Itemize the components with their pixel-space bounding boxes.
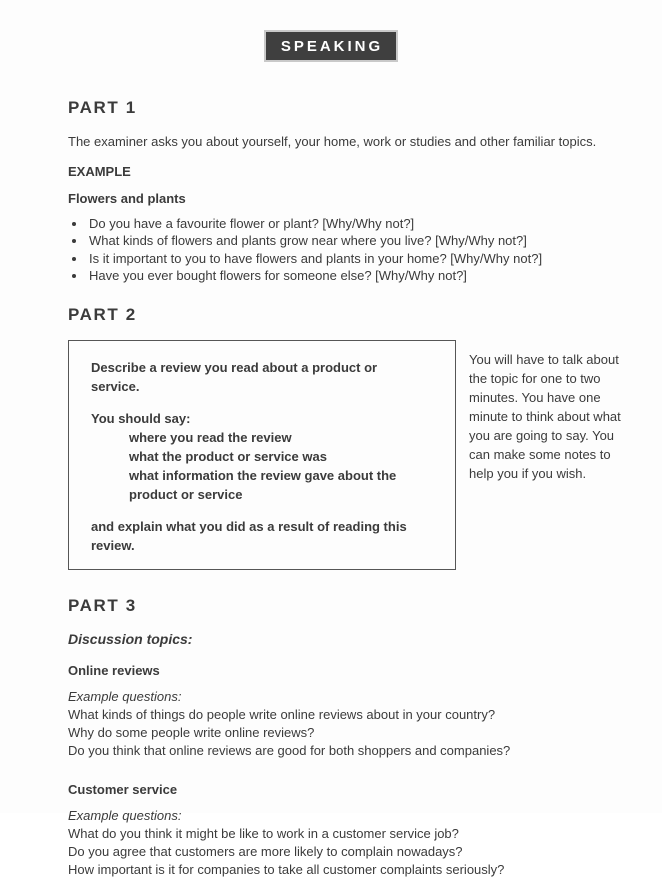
task-card [68, 340, 456, 570]
customer-service-question-1: What do you think it might be like to work in a customer service job? [68, 825, 459, 841]
part1-question-4: • Have you ever bought flowers for someone else? [Why/Why not?] [87, 267, 638, 285]
part1-topic-title: Flowers and plants [68, 190, 186, 206]
task-card-points [91, 428, 439, 504]
online-reviews-question-1: What kinds of things do people write online reviews about in your country? [68, 706, 496, 722]
task-card-point-3: what information the review gave about the product or service [129, 467, 397, 502]
topic-title-online-reviews: Online reviews [68, 662, 160, 678]
example-questions-label-1: Example questions: [68, 688, 182, 704]
part3-section [68, 596, 638, 879]
part1-question-list [68, 215, 638, 285]
example-questions-label-2: Example questions: [68, 807, 182, 823]
customer-service-question-3: How important is it for companies to take all customer complaints seriously? [68, 861, 505, 877]
topic-block-online-reviews [68, 663, 638, 760]
part2-side-note: You will have to talk about the topic for one to two minutes. You have one minute to think about what you are going to say. You can make some notes to help you if you wish. [469, 351, 621, 481]
part1-heading: PART 1 [68, 98, 137, 117]
task-card-should-say-label: You should say: [91, 410, 191, 426]
online-reviews-question-2: Why do some people write online reviews? [68, 724, 315, 740]
part3-heading: PART 3 [68, 595, 137, 615]
customer-service-question-2: Do you agree that customers are more likely to complain nowadays? [68, 843, 463, 859]
example-label: EXAMPLE [68, 163, 131, 179]
section-banner: SPEAKING [264, 30, 398, 62]
online-reviews-question-3: Do you think that online reviews are good for both shoppers and companies? [68, 742, 511, 758]
task-card-closing: and explain what you did as a result of reading this review. [91, 518, 407, 553]
task-card-point-1: where you read the review [129, 429, 292, 445]
part1-question-3: • Is it important to you to have flowers and plants in your home? [Why/Why not?] [87, 250, 638, 268]
discussion-topics-label: Discussion topics: [68, 630, 193, 647]
part1-intro: The examiner asks you about yourself, your home, work or studies and other familiar topics. [68, 134, 597, 149]
part2-heading: PART 2 [68, 304, 137, 324]
banner-row [68, 30, 594, 62]
part1-section [68, 98, 638, 285]
part1-question-2: • What kinds of flowers and plants grow near where you live? [Why/Why not?] [87, 232, 638, 250]
part2-row [68, 340, 638, 570]
task-card-point-2: what the product or service was [129, 448, 327, 464]
topic-block-customer-service [68, 782, 638, 879]
topic-title-customer-service: Customer service [68, 781, 178, 797]
part2-section [68, 305, 638, 570]
task-card-prompt: Describe a review you read about a product or service. [91, 359, 378, 394]
part1-question-1: • Do you have a favourite flower or plant? [Why/Why not?] [87, 215, 638, 233]
